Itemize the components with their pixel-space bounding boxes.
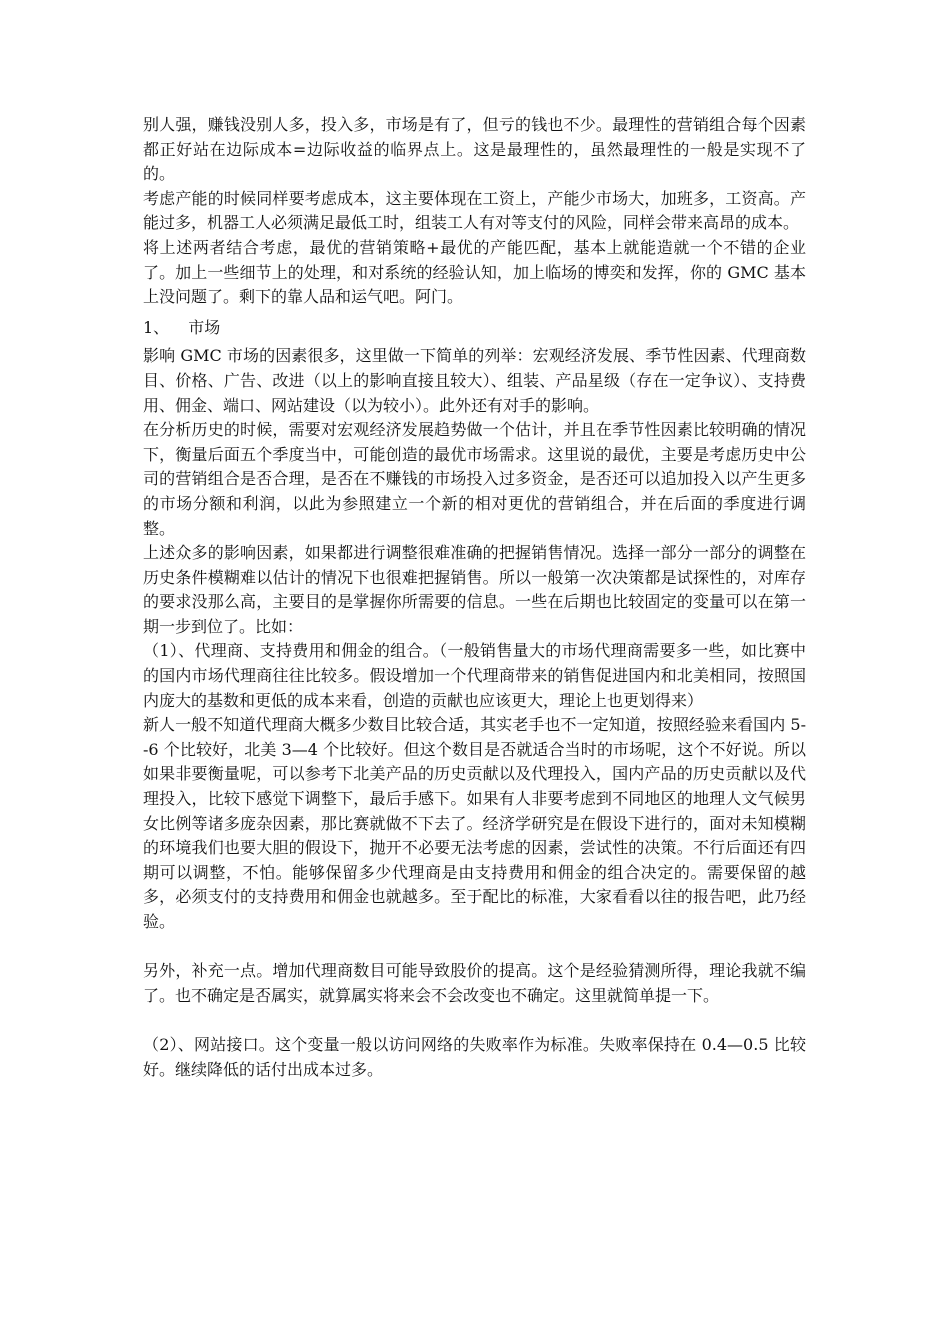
paragraph-market-factors: 影响 GMC 市场的因素很多，这里做一下简单的列举：宏观经济发展、季节性因素、代理商数目、价格、广告、改进（以上的影响直接且较大）、组装、产品星级（存在一定争议）、支持费用、佣金、端口、网站建设（以为较小）。此外还有对手的影响。: [143, 346, 806, 415]
paragraph-combination: 将上述两者结合考虑，最优的营销策略+最优的产能匹配，基本上就能造就一个不错的企业了。加上一些细节上的处理，和对系统的经验认知，加上临场的博奕和发挥，你的 GMC 基本上没问题了。剩下的靠人品和运气吧。阿门。: [143, 237, 806, 307]
paragraph-gap: [143, 1008, 806, 1033]
paragraph-marketing-mix: 别人强，赚钱没别人多，投入多，市场是有了，但亏的钱也不少。最理性的营销组合每个因素都正好站在边际成本=边际收益的临界点上。这是最理性的，虽然最理性的一般是实现不了的。: [143, 115, 806, 184]
section-heading-market: 1、 市场: [143, 317, 221, 337]
paragraph-supplement: 另外，补充一点。增加代理商数目可能导致股价的提高。这个是经验猜测所得，理论我就不编了。也不确定是否属实，就算属实将来会不会改变也不确定。这里就简单提一下。: [143, 961, 806, 1005]
paragraph-agent-count: 新人一般不知道代理商大概多少数目比较合适，其实老手也不一定知道，按照经验来看国内 5--6 个比较好，北美 3—4 个比较好。但这个数目是否就适合当时的市场呢，这个不好说。所以如果非要衡量呢，可以参考下北美产品的历史贡献以及代理投入，国内产品的历史贡献以及代理投入，比较下感觉下调整下，最后手感下。如果有人非要考虑到不同地区的地理人文气候男女比例等诸多庞杂因素，那比赛就做不下去了。经济学研究是在假设下进行的，面对未知模糊的环境我们也要大胆的假设下，抛开不必要无法考虑的因素，尝试性的决策。不行后面还有四期可以调整，不怕。能够保留多少代理商是由支持费用和佣金的组合决定的。需要保留的越多，必须支付的支持费用和佣金也就越多。至于配比的标准，大家看看以往的报告吧，此乃经验。: [143, 715, 806, 931]
paragraph-item-2-website: （2）、网站接口。这个变量一般以访问网络的失败率作为标准。失败率保持在 0.4—0.5 比较好。继续降低的话付出成本过多。: [143, 1034, 806, 1079]
paragraph-item-1-agents: （1）、代理商、支持费用和佣金的组合。（一般销售量大的市场代理商需要多一些，如比赛中的国内市场代理商往往比较多。假设增加一个代理商带来的销售促进国内和北美相同，按照国内庞大的基数和更低的成本来看，创造的贡献也应该更大，理论上也更划得来）: [143, 641, 806, 710]
paragraph-gap: [143, 935, 806, 960]
paragraph-capacity-cost: 考虑产能的时候同样要考虑成本，这主要体现在工资上，产能少市场大，加班多，工资高。产能过多，机器工人必须满足最低工时，组装工人有对等支付的风险，同样会带来高昂的成本。: [143, 188, 806, 233]
paragraph-history-analysis: 在分析历史的时候，需要对宏观经济发展趋势做一个估计，并且在季节性因素比较明确的情况下，衡量后面五个季度当中，可能创造的最优市场需求。这里说的最优，主要是考虑历史中公司的营销组合是否合理，是否在不赚钱的市场投入过多资金，是否还可以追加投入以产生更多的市场分额和利润，以此为参照建立一个新的相对更优的营销组合，并在后面的季度进行调整。: [143, 420, 806, 538]
paragraph-adjustment: 上述众多的影响因素，如果都进行调整很难准确的把握销售情况。选择一部分一部分的调整在历史条件模糊难以估计的情况下也很难把握销售。所以一般第一次决策都是试探性的，对库存的要求没那么高，主要目的是掌握你所需要的信息。一些在后期也比较固定的变量可以在第一期一步到位了。比如：: [143, 543, 806, 636]
document-body: [143, 113, 806, 1082]
